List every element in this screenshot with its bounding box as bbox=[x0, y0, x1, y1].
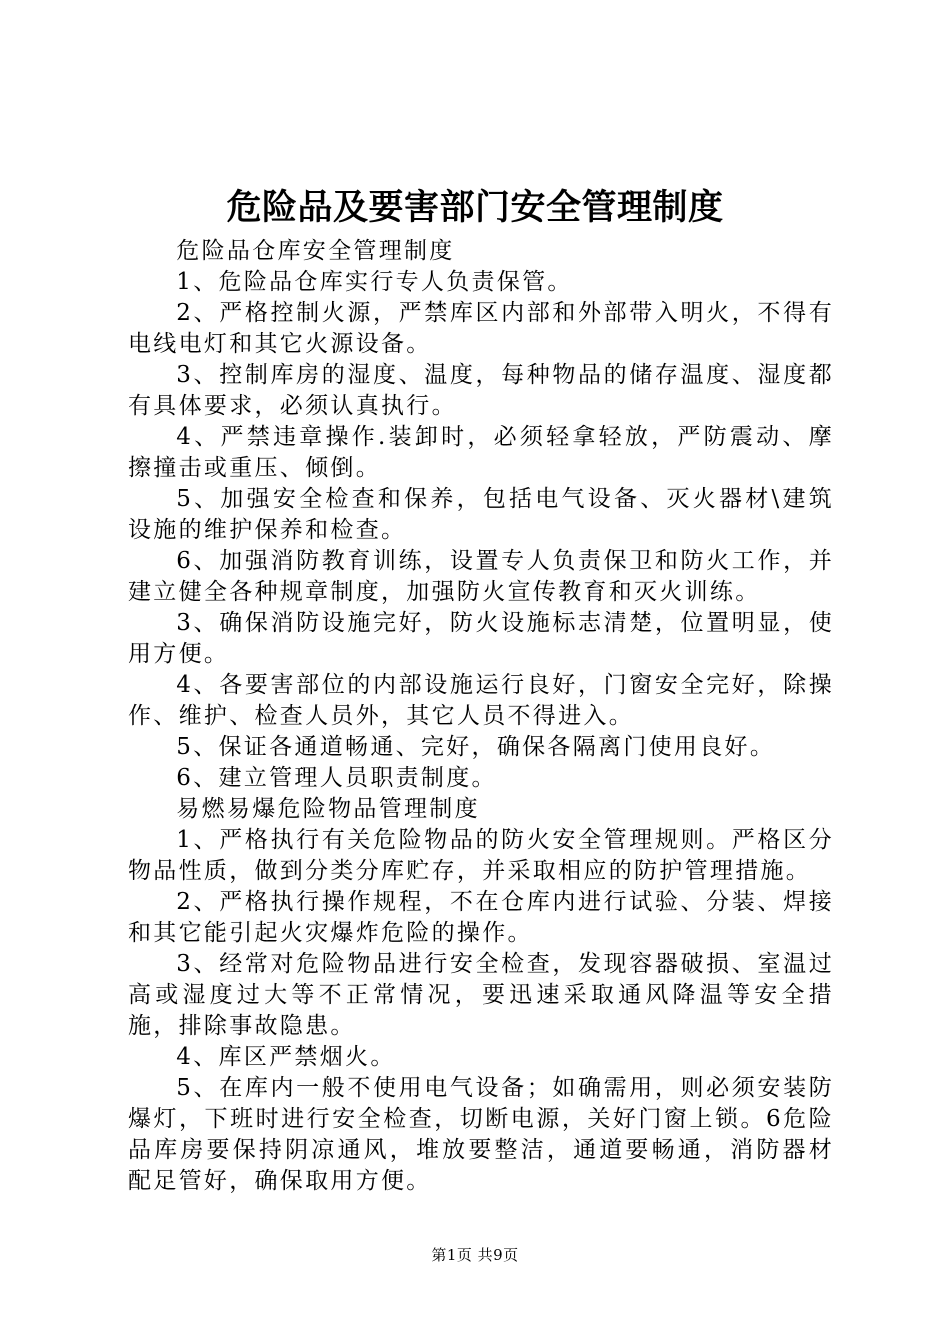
paragraph: 6、建立管理人员职责制度。 bbox=[176, 765, 497, 791]
paragraph: 4、各要害部位的内部设施运行良好，门窗安全完好，除操作、维护、检查人员外，其它人员不得进入。 bbox=[128, 672, 834, 729]
paragraph: 6、加强消防教育训练，设置专人负责保卫和防火工作，并建立健全各种规章制度，加强防火宣传教育和灭火训练。 bbox=[128, 548, 834, 605]
paragraph: 4、严禁违章操作.装卸时，必须轻拿轻放，严防震动、摩擦撞击或重压、倾倒。 bbox=[128, 424, 834, 481]
document-title: 危险品及要害部门安全管理制度 bbox=[226, 188, 724, 228]
paragraph: 5、在库内一般不使用电气设备；如确需用，则必须安装防爆灯，下班时进行安全检查，切断电源，关好门窗上锁。6危险品库房要保持阴凉通风，堆放要整洁，通道要畅通，消防器材配足管好，确保取用方便。 bbox=[128, 1075, 834, 1194]
section-heading-warehouse: 危险品仓库安全管理制度 bbox=[176, 238, 455, 264]
paragraph: 3、经常对危险物品进行安全检查，发现容器破损、室温过高或湿度过大等不正常情况，要迅速采取通风降温等安全措施，排除事故隐患。 bbox=[128, 951, 834, 1039]
document-body bbox=[128, 236, 834, 1197]
paragraph: 2、严格执行操作规程，不在仓库内进行试验、分装、焊接和其它能引起火灾爆炸危险的操作。 bbox=[128, 889, 834, 946]
page-number-footer: 第1页 共9页 bbox=[431, 1246, 519, 1264]
paragraph: 1、危险品仓库实行专人负责保管。 bbox=[176, 269, 573, 295]
paragraph: 3、确保消防设施完好，防火设施标志清楚，位置明显，使用方便。 bbox=[128, 610, 834, 667]
paragraph: 5、保证各通道畅通、完好，确保各隔离门使用良好。 bbox=[176, 734, 776, 760]
paragraph: 5、加强安全检查和保养，包括电气设备、灭火器材\建筑设施的维护保养和检查。 bbox=[128, 486, 834, 543]
section-heading-flammable: 易燃易爆危险物品管理制度 bbox=[176, 796, 480, 822]
paragraph: 1、严格执行有关危险物品的防火安全管理规则。严格区分物品性质，做到分类分库贮存，并采取相应的防护管理措施。 bbox=[128, 827, 834, 884]
paragraph: 4、库区严禁烟火。 bbox=[176, 1044, 396, 1070]
paragraph: 3、控制库房的湿度、温度，每种物品的储存温度、湿度都有具体要求，必须认真执行。 bbox=[128, 362, 834, 419]
paragraph: 2、严格控制火源，严禁库区内部和外部带入明火，不得有电线电灯和其它火源设备。 bbox=[128, 300, 834, 357]
